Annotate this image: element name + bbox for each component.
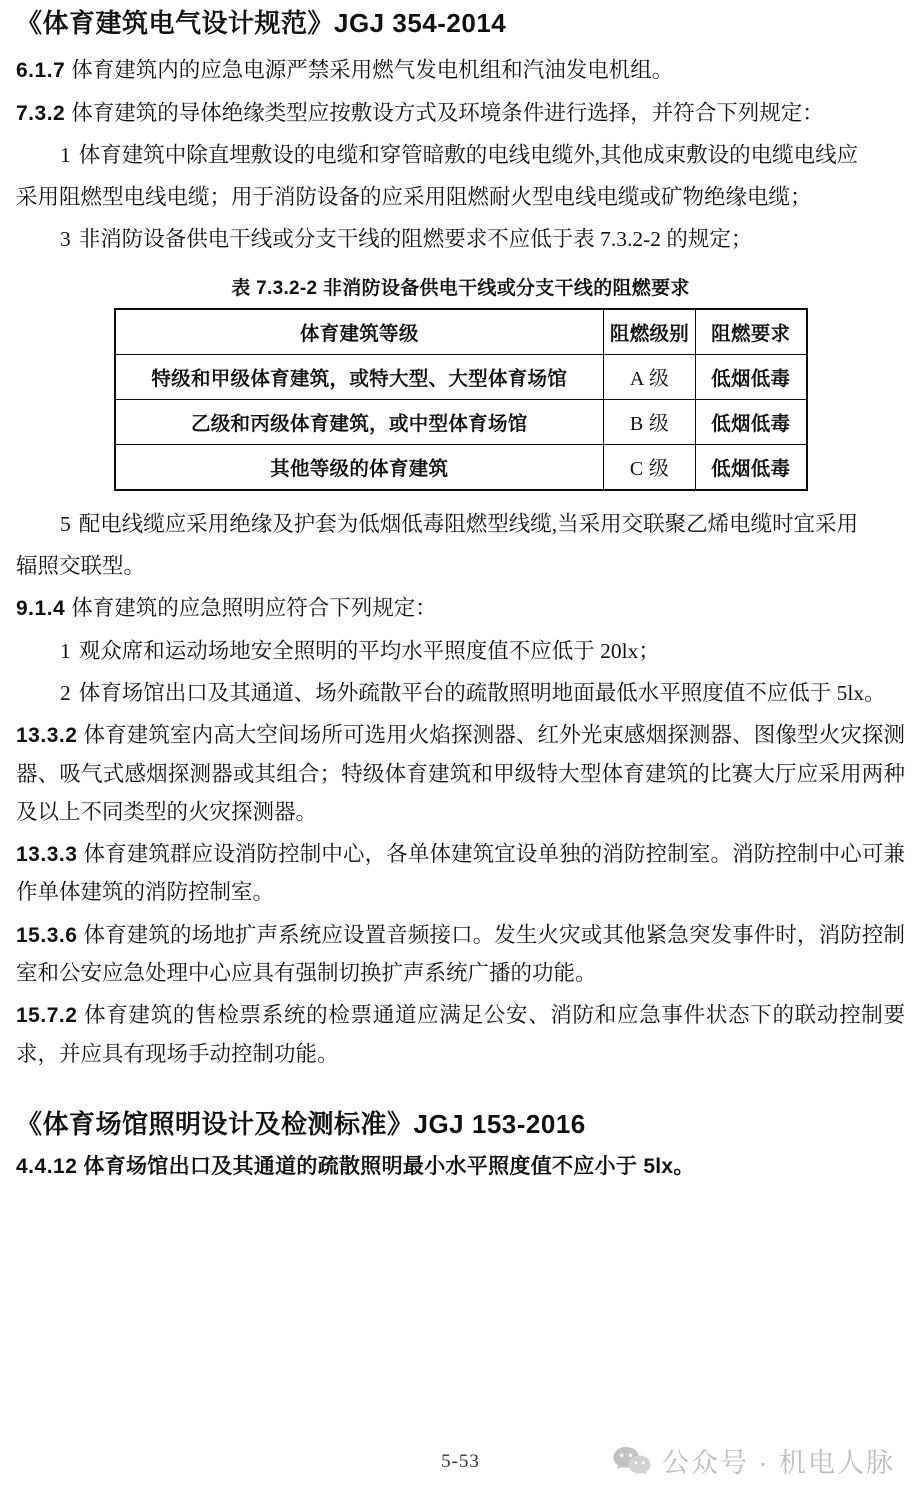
clause-number: 15.3.6: [16, 923, 78, 947]
table-cell-requirement: 低烟低毒: [696, 444, 807, 490]
clause-text: 体育建筑的场地扩声系统应设置音频接口。发生火灾或其他紧急突发事件时，消防控制室和公安应急处理中心应具有强制切换扩声系统广播的功能。: [16, 922, 905, 986]
sub-item-index: 2: [60, 680, 71, 705]
sub-item-index: 5: [60, 511, 71, 536]
sub-item-index: 1: [60, 142, 71, 167]
wechat-icon: [612, 1445, 652, 1477]
table-row: [115, 399, 807, 444]
sub-item-1-continuation: 采用阻燃型电线电缆；用于消防设备的应采用阻燃耐火型电线电缆或矿物绝缘电缆；: [16, 185, 812, 210]
sub-item-text: 配电线缆应采用绝缘及护套为低烟低毒阻燃型线缆,当采用交联聚乙烯电缆时宜采用: [78, 511, 859, 536]
sub-item-index: 1: [60, 638, 71, 663]
standard-heading-jgj354: 《体育建筑电气设计规范》JGJ 354-2014: [16, 8, 507, 38]
clause-number: 13.3.3: [16, 843, 78, 867]
table-header-cell: 阻燃级别: [604, 309, 696, 355]
table-cell-grade: A 级: [604, 354, 696, 399]
clause-text: 体育建筑的导体绝缘类型应按敷设方式及环境条件进行选择，并符合下列规定：: [71, 100, 824, 125]
clause-15-7-2: [16, 994, 905, 1075]
clause-4-4-12: [16, 1146, 905, 1187]
watermark: [612, 1441, 895, 1480]
page-number: 5-53: [441, 1451, 480, 1472]
clause-number: 4.4.12: [16, 1155, 78, 1179]
sub-item-5: [16, 491, 905, 545]
table-header-cell: 体育建筑等级: [115, 309, 604, 355]
standard-heading-jgj153: 《体育场馆照明设计及检测标准》JGJ 153-2016: [16, 1109, 586, 1139]
sub-item-text: 观众席和运动场地安全照明的平均水平照度值不应低于 20lx；: [78, 638, 660, 663]
clause-13-3-3: [16, 833, 905, 914]
clause-number: 13.3.2: [16, 724, 78, 748]
table-container: [16, 308, 905, 491]
table-caption: 表 7.3.2-2 非消防设备供电干线或分支干线的阻燃要求: [231, 277, 690, 299]
table-cell-building-level: 乙级和丙级体育建筑，或中型体育场馆: [115, 399, 604, 444]
clause-7-3-2: [16, 92, 905, 134]
clause-13-3-2: [16, 714, 905, 833]
table-row: [115, 444, 807, 490]
table-row: [115, 354, 807, 399]
clause-number: 15.7.2: [16, 1004, 78, 1028]
watermark-text: 公众号 · 机电人脉: [662, 1448, 895, 1478]
table-cell-building-level: 其他等级的体育建筑: [115, 444, 604, 490]
table-cell-grade: B 级: [604, 399, 696, 444]
clause-6-1-7: [16, 49, 905, 91]
sub-item-text: 非消防设备供电干线或分支干线的阻燃要求不应低于表 7.3.2-2 的规定；: [78, 227, 753, 252]
sub-item-5-continuation: 辐照交联型。: [16, 554, 146, 578]
sub-item-9-1-4-1: [16, 630, 905, 672]
clause-15-3-6: [16, 914, 905, 995]
sub-item-1: [16, 134, 905, 176]
table-cell-grade: C 级: [604, 444, 696, 490]
clause-text: 体育建筑室内高大空间场所可选用火焰探测器、红外光束感烟探测器、图像型火灾探测器、吸气式感烟探测器或其组合；特级体育建筑和甲级特大型体育建筑的比赛大厅应采用两种及以上不同类型的火灾探测器。: [16, 723, 905, 824]
table-cell-building-level: 特级和甲级体育建筑，或特大型、大型体育场馆: [115, 354, 604, 399]
sub-item-text: 体育场馆出口及其通道、场外疏散平台的疏散照明地面最低水平照度值不应低于 5lx。: [78, 680, 886, 705]
clause-number: 9.1.4: [16, 597, 66, 621]
flame-retardance-table: [114, 308, 808, 491]
clause-text: 体育建筑内的应急电源严禁采用燃气发电机组和汽油发电机组。: [71, 58, 674, 83]
clause-text: 体育场馆出口及其通道的疏散照明最小水平照度值不应小于 5lx。: [83, 1155, 695, 1179]
table-header-cell: 阻燃要求: [696, 309, 807, 355]
clause-number: 7.3.2: [16, 101, 66, 125]
clause-text: 体育建筑的应急照明应符合下列规定：: [71, 596, 437, 621]
sub-item-text: 体育建筑中除直埋敷设的电缆和穿管暗敷的电线电缆外,其他成束敷设的电缆电线应: [78, 142, 859, 167]
sub-item-3: [16, 218, 905, 260]
clause-text: 体育建筑的售检票系统的检票通道应满足公安、消防和应急事件状态下的联动控制要求，并应具有现场手动控制功能。: [16, 1003, 905, 1066]
table-cell-requirement: 低烟低毒: [696, 399, 807, 444]
table-header-row: [115, 309, 807, 355]
clause-9-1-4: [16, 587, 905, 629]
table-cell-requirement: 低烟低毒: [696, 354, 807, 399]
page-footer: [0, 1433, 921, 1493]
sub-item-9-1-4-2: [16, 672, 905, 714]
clause-number: 6.1.7: [16, 59, 66, 83]
sub-item-index: 3: [60, 227, 71, 252]
clause-text: 体育建筑群应设消防控制中心，各单体建筑宜设单独的消防控制室。消防控制中心可兼作单体建筑的消防控制室。: [16, 842, 905, 905]
